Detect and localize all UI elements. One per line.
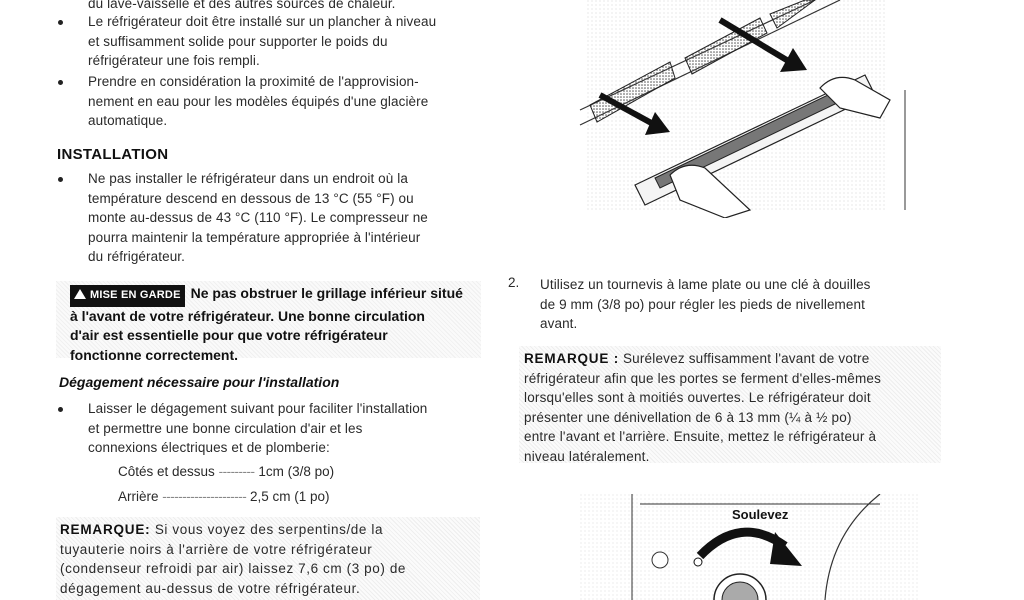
- warning-triangle-icon: [74, 289, 86, 299]
- bullet-dot: [58, 80, 63, 85]
- clearance-row-back: Arrière --------------------- 2,5 cm (1 po): [118, 489, 330, 504]
- subheading-clearance: Dégagement nécessaire pour l'installation: [59, 374, 340, 390]
- note-condenser: REMARQUE: Si vous voyez des serpentins/de la tuyauterie noirs à l'arrière de votre réfrigérateur (condenseur refroidi par air) laissez 7,6 cm (3 po) de dégagement au-dessus de votre réfrigérateur.: [60, 522, 407, 596]
- clearance-row-sides: Côtés et dessus --------- 1cm (3/8 po): [118, 464, 335, 479]
- bullet-dot: [58, 407, 63, 412]
- bullet-temperature: Ne pas installer le réfrigérateur dans un endroit où la température descend en dessous de 13 °C (55 °F) ou monte au-dessus de 43 °C (110 °F). Le compresseur ne pourra maintenir la température appropriée à l'intérieur du réfrigérateur.: [88, 171, 428, 264]
- step-number: 2.: [508, 275, 520, 290]
- bullet-dot: [58, 20, 63, 25]
- lift-label: Soulevez: [732, 507, 789, 522]
- warning-badge: MISE EN GARDE: [70, 285, 185, 307]
- toe-grille-removal-illustration: [575, 0, 915, 218]
- warning-text: MISE EN GARDE Ne pas obstruer le grillage inférieur situé à l'avant de votre réfrigérateur. Une bonne circulation d'air est essentielle pour que votre réfrigérateur fonctionne correctement.: [70, 285, 463, 363]
- bullet-floor-level: Le réfrigérateur doit être installé sur un plancher à niveau et suffisamment solide pour supporter le poids du réfrigérateur une fois rempli.: [88, 14, 437, 68]
- bullet-clearance: Laisser le dégagement suivant pour faciliter l'installation et permettre une bonne circulation d'air et les connexions électriques et de plomberie:: [88, 401, 428, 455]
- step-leveling-instructions: Utilisez un tournevis à lame plate ou une clé à douilles de 9 mm (3/8 po) pour régler les pieds de nivellement avant.: [540, 277, 871, 331]
- intro-continuation: du lave-vaisselle et des autres sources de chaleur.: [88, 0, 396, 11]
- note-raise-front: REMARQUE : Surélevez suffisamment l'avant de votre réfrigérateur afin que les portes se ferment d'elles-mêmes lorsqu'elles sont à moitiés ouvertes. Le réfrigérateur doit présenter une dénivellation de 6 à 13 mm (¼ à ½ po) entre l'avant et l'arrière. Ensuite, mettez le réfrigérateur à niveau latéralement.: [524, 351, 882, 464]
- section-heading-installation: INSTALLATION: [57, 146, 169, 163]
- bullet-dot: [58, 177, 63, 182]
- bullet-water-supply: Prendre en considération la proximité de l'approvision- nement en eau pour les modèles équipés d'une glacière automatique.: [88, 74, 429, 128]
